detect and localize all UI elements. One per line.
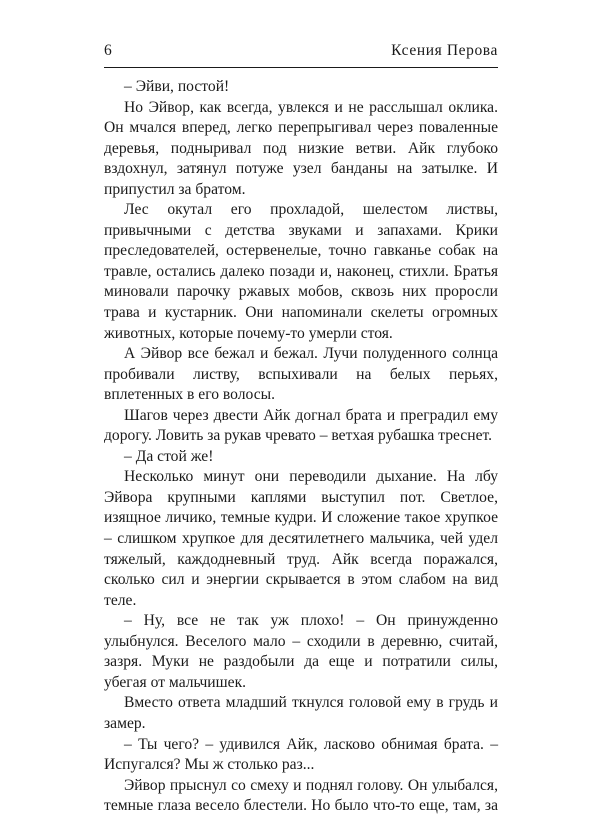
paragraph: – Ты чего? – удивился Айк, ласково обнимая брата. – Испугался? Мы ж столько раз... xyxy=(104,735,498,774)
paragraph: – Эйви, постой! xyxy=(124,78,230,95)
paragraph: А Эйвор все бежал и бежал. Лучи полуденного солнца пробивали листву, вспыхивали на белых перьях, вплетенных в его волосы. xyxy=(104,345,498,404)
paragraph: – Да стой же! xyxy=(124,447,214,465)
paragraph: Лес окутал его прохладой, шелестом листвы, привычными с детства звуками и запахами. Крики преследователей, остервенелые, точно гавканье собак на травле, остались далеко позади и, наконец, стихли. Братья миновали парочку ржавых мобов, сквозь них проросли трава и кустарник. Они напоминали скелеты огромных животных, которые почему-то умерли стоя. xyxy=(104,201,498,342)
paragraph: Несколько минут они переводили дыхание. На лбу Эйвора крупными каплями выступил пот. Светлое, изящное личико, темные кудри. И сложение такое хрупкое – слишком хрупкое для десятилетнего мальчика, чей удел тяжелый, каждодневный труд. Айк всегда поражался, сколько сил и энергии скрывается в этом слабом на вид теле. xyxy=(104,468,498,609)
paragraph: – Ну, все не так уж плохо! – Он принужденно улыбнулся. Веселого мало – сходили в деревню, считай, зазря. Муки не раздобыли да еще и потратили силы, убегая от мальчишек. xyxy=(104,612,498,691)
paragraph: Но Эйвор, как всегда, увлекся и не расслышал оклика. Он мчался вперед, легко перепрыгивал через поваленные деревья, подныривал под низкие ветви. Айк глубоко вздохнул, затянул потуже узел банданы на затылке. И припустил за братом. xyxy=(104,98,498,198)
running-head xyxy=(104,42,498,62)
paragraph: Шагов через двести Айк догнал брата и преградил ему дорогу. Ловить за рукав чревато – ветхая рубашка треснет. xyxy=(104,406,498,445)
header-rule xyxy=(104,67,498,68)
page-number: 6 xyxy=(104,42,113,59)
body-text xyxy=(104,77,498,817)
running-head-author: Ксения Перова xyxy=(391,42,498,59)
paragraph: Эйвор прыснул со смеху и поднял голову. Он улыбался, темные глаза весело блестели. Но было что-то еще, там, за xyxy=(104,776,498,815)
paragraph: Вместо ответа младший ткнулся головой ему в грудь и замер. xyxy=(104,694,498,732)
